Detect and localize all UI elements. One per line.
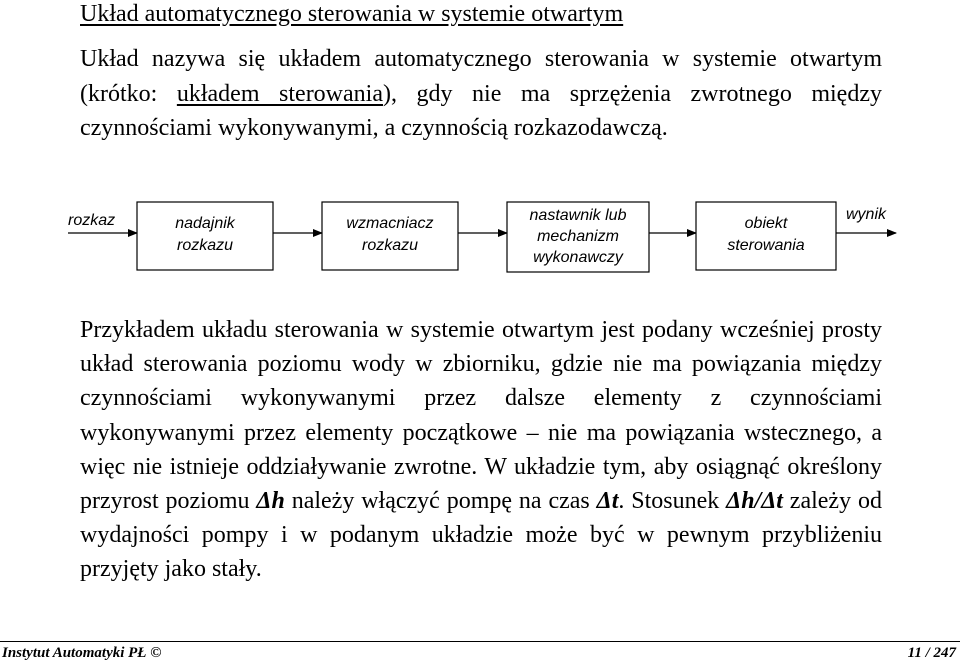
block-label-line: rozkazu bbox=[361, 237, 419, 254]
paragraph1-text-start: Układ nazywa się układem automatycznego sterowania w systemie otwartym (krótko: bbox=[80, 46, 882, 107]
block-label-line: mechanizm bbox=[537, 228, 619, 245]
definition-paragraph bbox=[80, 42, 882, 146]
delta-t-symbol: Δt bbox=[596, 488, 619, 515]
paragraph2-text: zależy od wydajności pompy i w podanym układzie może być w pewnym przybliżeniu przyjęty jako stały. bbox=[80, 488, 882, 583]
block-obiekt-sterowania bbox=[696, 202, 836, 270]
block-label-line: obiekt bbox=[744, 215, 788, 232]
paragraph2-text: . Stosunek bbox=[618, 488, 727, 515]
page-number: 11 / 247 bbox=[907, 645, 956, 661]
paragraph2-text: należy włączyć pompę na czas bbox=[284, 488, 597, 515]
output-label: wynik bbox=[846, 206, 887, 223]
page-title: Układ automatycznego sterowania w systemie otwartym bbox=[80, 1, 624, 27]
block-label-line: nadajnik bbox=[175, 215, 235, 232]
block-label-line: sterowania bbox=[727, 237, 805, 254]
block-nadajnik-rozkazu bbox=[137, 202, 273, 270]
ratio-symbol: Δh/Δt bbox=[726, 488, 783, 515]
block-nastawnik-mechanizm bbox=[507, 202, 649, 272]
paragraph2-text: Przykładem układu sterowania w systemie otwartym jest podany wcześniej prosty układ sterowania poziomu wody w zbiorniku, gdzie nie ma powiązania między czynnościami wykonywanymi przez dalsze elementy z czynnościami wykonywanymi przez elementy początkowe – nie ma powiązania wstecznego, a więc nie istnieje oddziaływanie zwrotne. W układzie tym, aby osiągnąć określony przyrost poziomu bbox=[80, 317, 882, 515]
block-label-line: wykonawczy bbox=[533, 249, 623, 266]
footer-institute: Instytut Automatyki PŁ © bbox=[2, 645, 162, 661]
delta-h-symbol: Δh bbox=[256, 488, 285, 515]
page-footer bbox=[0, 641, 960, 665]
input-label: rozkaz bbox=[68, 212, 116, 229]
block-diagram bbox=[60, 192, 900, 280]
paragraph1-text-end: ), gdy nie ma sprzężenia zwrotnego między czynnościami wykonywanymi, a czynnością rozkazodawczą. bbox=[80, 80, 882, 141]
block-label-line: rozkazu bbox=[176, 237, 234, 254]
block-label-line: nastawnik lub bbox=[529, 207, 627, 224]
block-label-line: wzmacniacz bbox=[346, 215, 434, 232]
block-wzmacniacz-rozkazu bbox=[322, 202, 458, 270]
example-paragraph bbox=[80, 313, 882, 587]
term-link[interactable]: układem sterowania bbox=[176, 80, 383, 107]
